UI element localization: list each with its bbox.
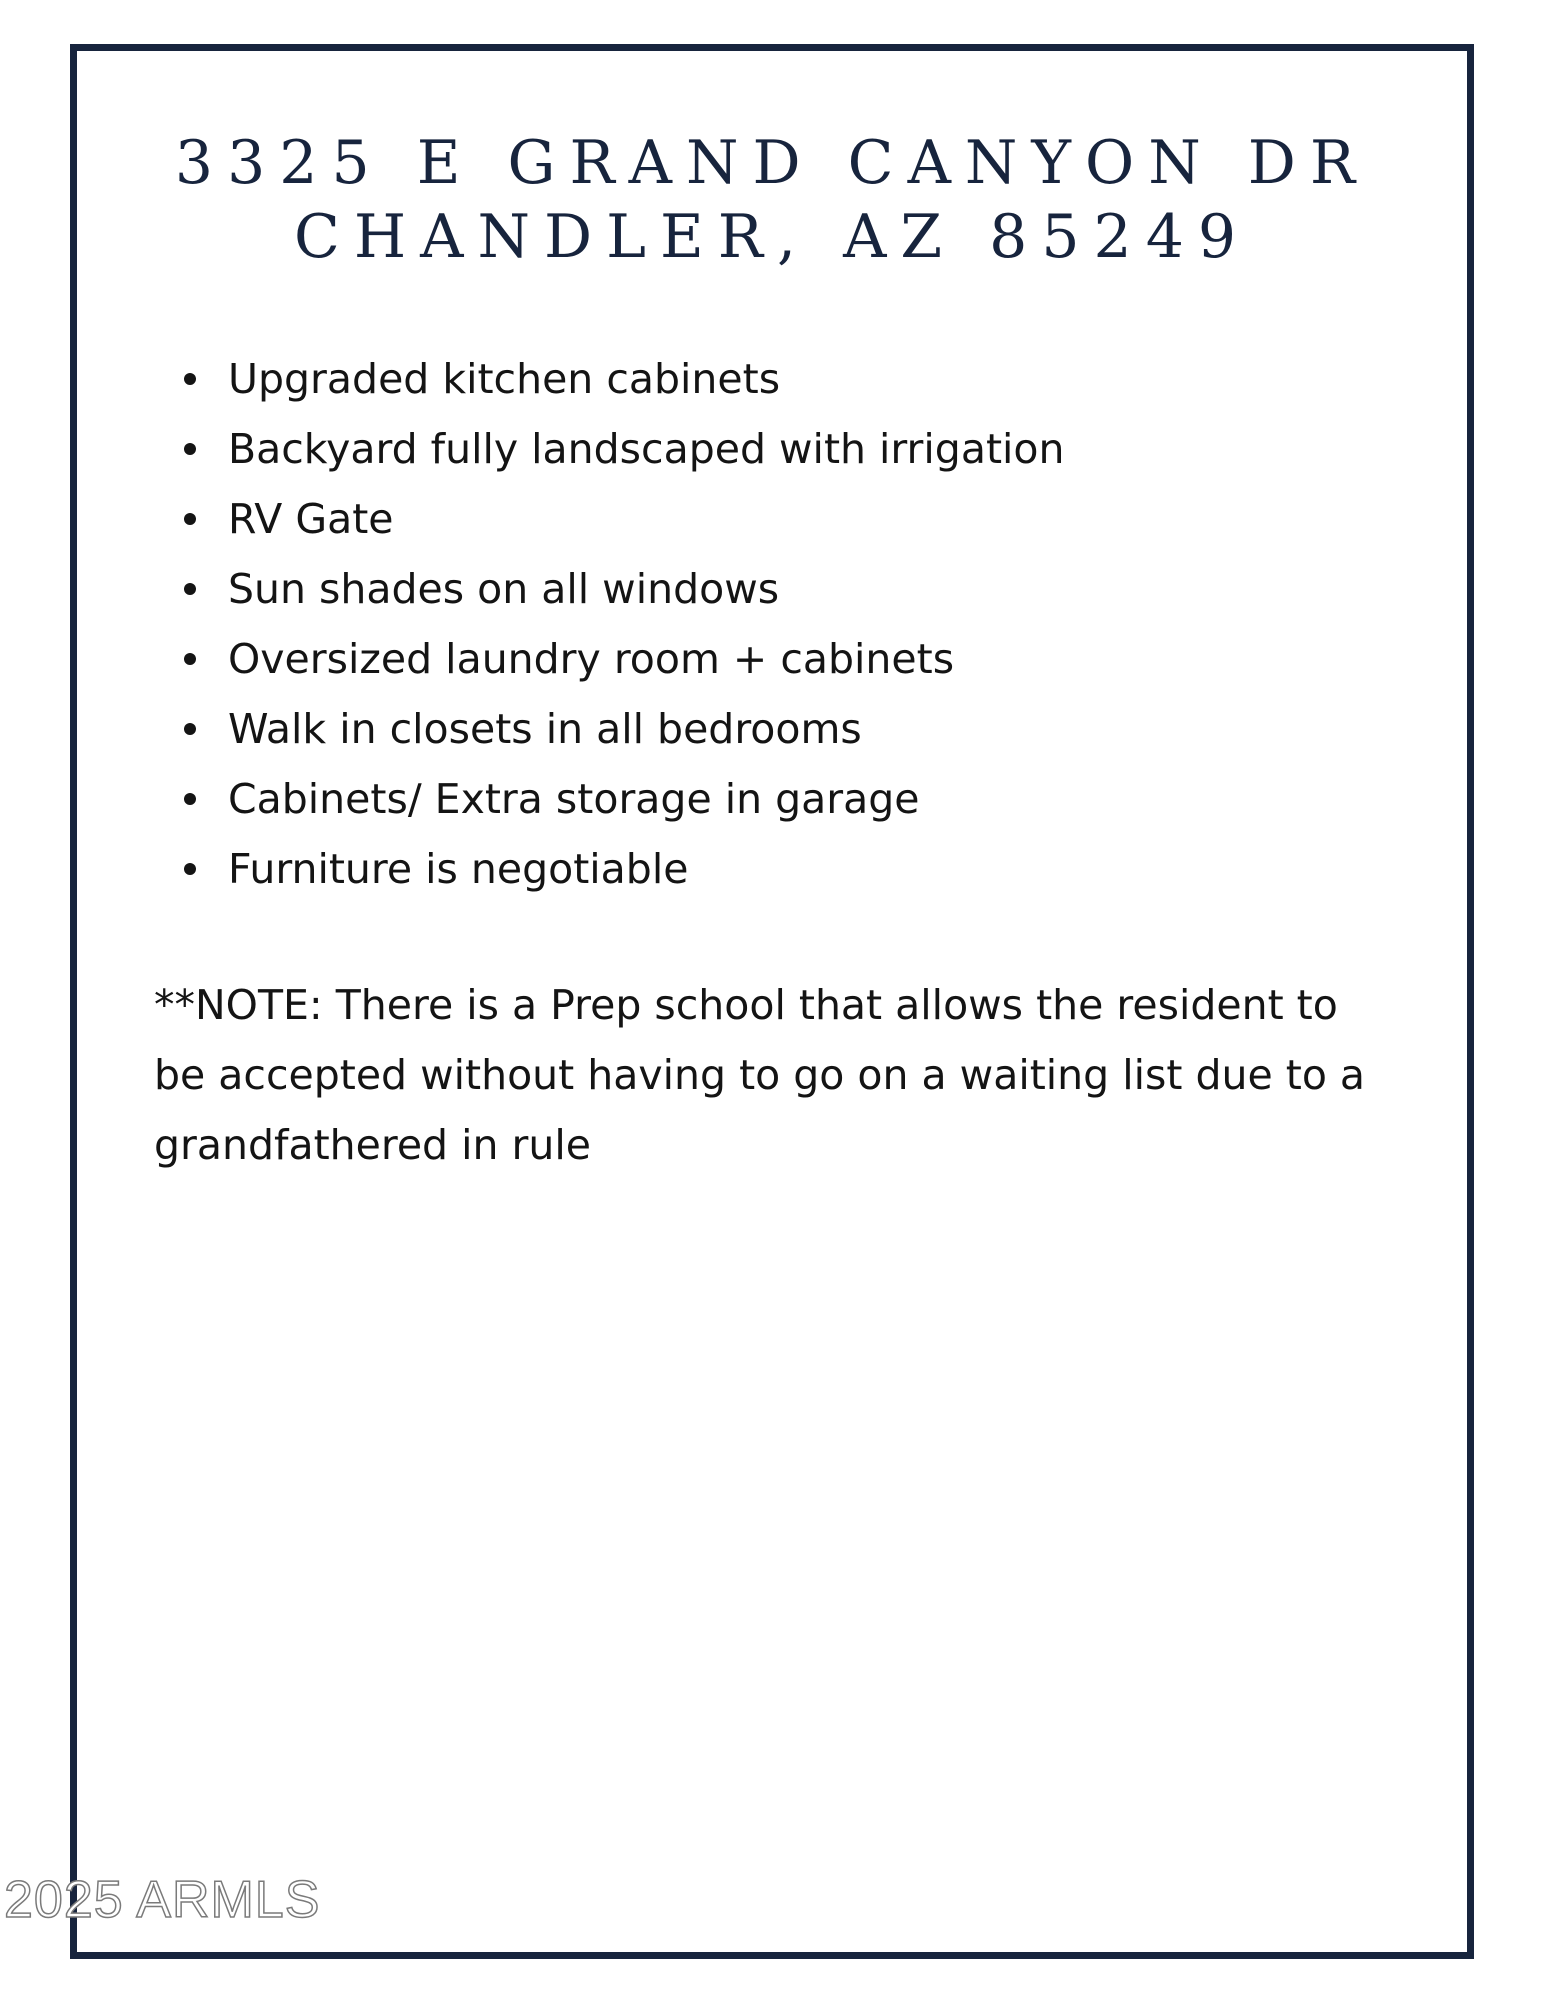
address-line-1: 3325 E GRAND CANYON DR xyxy=(174,128,1370,198)
bullet-icon xyxy=(184,513,196,525)
school-note: **NOTE: There is a Prep school that allows the resident to be accepted without having to go on a waiting list due to a grandfathered in rule xyxy=(154,981,1366,1169)
list-item xyxy=(150,624,1065,694)
bullet-icon xyxy=(184,373,196,385)
feature-text: Sun shades on all windows xyxy=(228,565,780,613)
bullet-icon xyxy=(184,653,196,665)
list-item xyxy=(150,764,1065,834)
feature-text: Backyard fully landscaped with irrigation xyxy=(228,425,1065,473)
feature-text: Cabinets/ Extra storage in garage xyxy=(228,775,920,823)
bullet-icon xyxy=(184,583,196,595)
feature-text: Walk in closets in all bedrooms xyxy=(228,705,862,753)
feature-text: RV Gate xyxy=(228,495,394,543)
list-item xyxy=(150,414,1065,484)
address-line-2: CHANDLER, AZ 85249 xyxy=(293,202,1251,272)
bullet-icon xyxy=(184,723,196,735)
bullet-icon xyxy=(184,793,196,805)
list-item xyxy=(150,484,1065,554)
list-item xyxy=(150,554,1065,624)
list-item xyxy=(150,834,1065,904)
feature-list xyxy=(150,344,1065,904)
copyright-watermark: 2025 ARMLS xyxy=(4,1871,321,1929)
list-item xyxy=(150,694,1065,764)
feature-text: Furniture is negotiable xyxy=(228,845,689,893)
bullet-icon xyxy=(184,443,196,455)
bullet-icon xyxy=(184,863,196,875)
list-item xyxy=(150,344,1065,414)
feature-text: Oversized laundry room + cabinets xyxy=(228,635,955,683)
feature-text: Upgraded kitchen cabinets xyxy=(228,355,781,403)
